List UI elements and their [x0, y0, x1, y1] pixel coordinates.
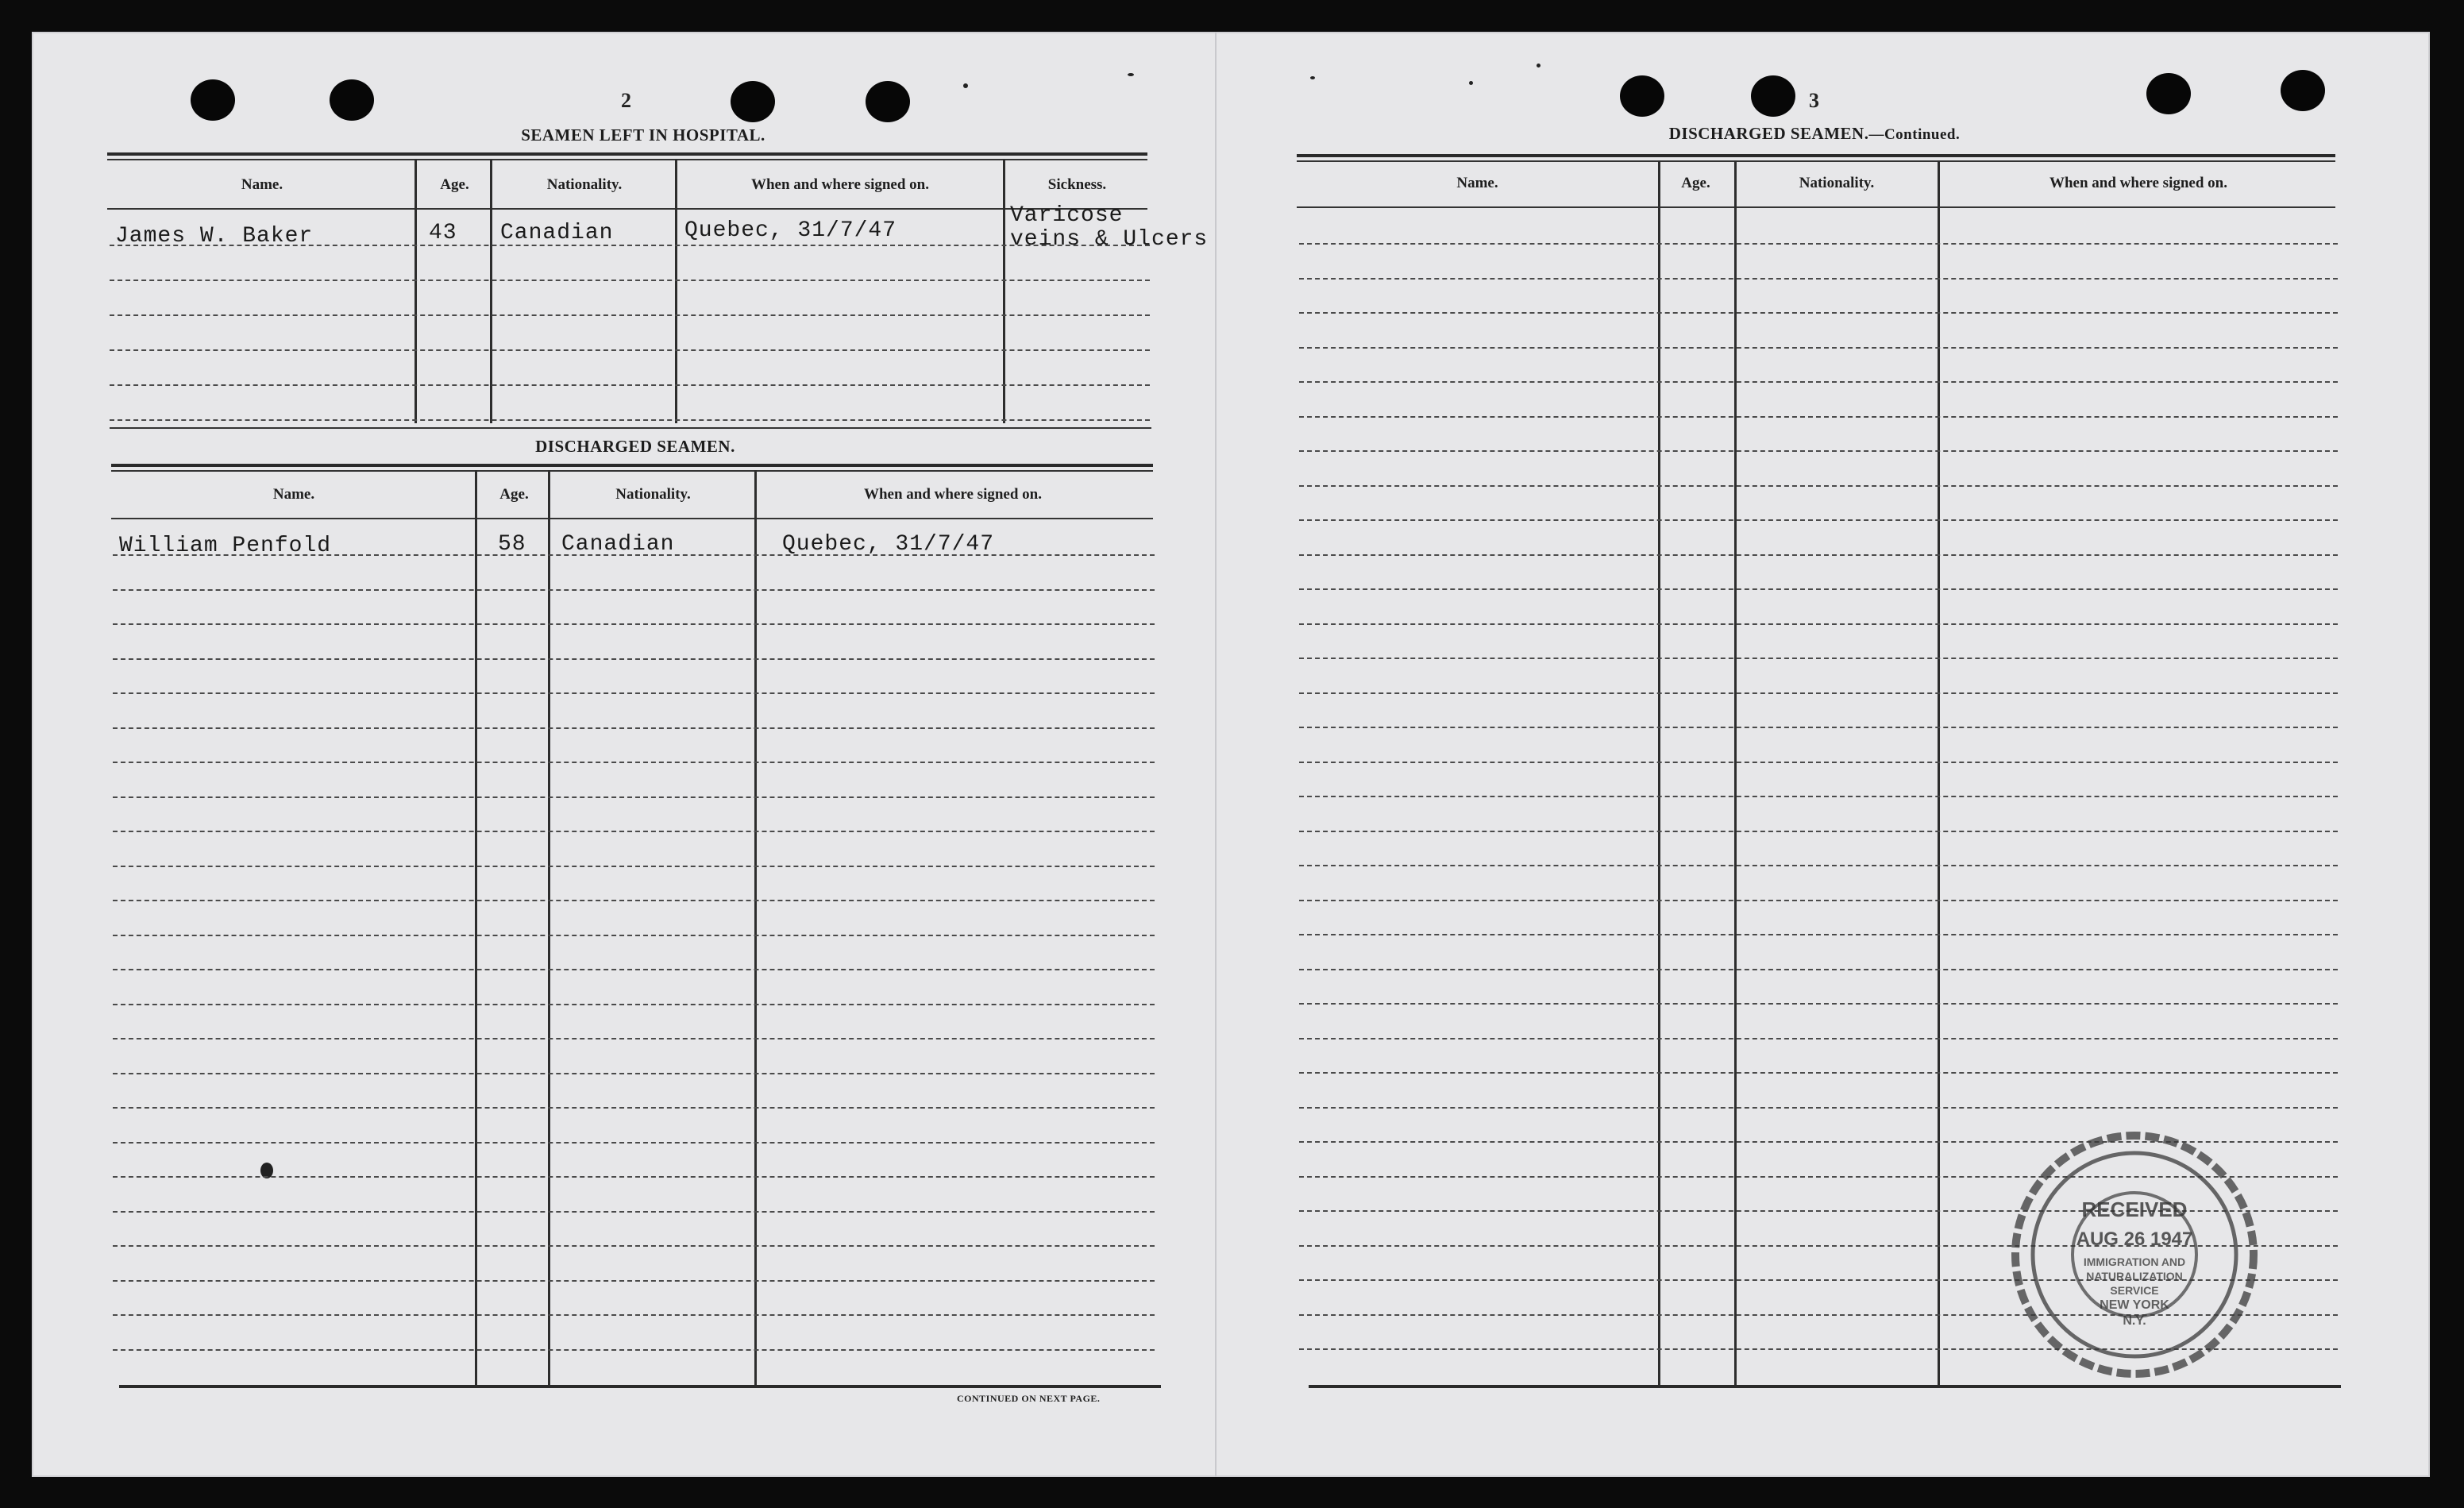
row-line	[1299, 278, 2338, 280]
received-stamp	[2007, 1128, 2262, 1382]
table-top-rule	[107, 159, 1147, 160]
row-line	[1299, 865, 2338, 866]
punch-hole	[191, 79, 235, 121]
row-line	[113, 692, 1155, 694]
speck	[1469, 81, 1473, 85]
hospital-seaman-age: 43	[429, 221, 457, 245]
col-head-nationality: Nationality.	[1799, 175, 1875, 191]
row-line	[113, 1245, 1155, 1247]
speck	[1128, 73, 1134, 76]
row-line	[113, 796, 1155, 798]
page-fold	[1215, 32, 1217, 1477]
row-line	[1299, 450, 2338, 452]
hospital-seaman-name: James W. Baker	[115, 224, 314, 249]
table-bottom-rule	[119, 1385, 1161, 1388]
hospital-seaman-sickness-line1: Varicose	[1010, 203, 1124, 228]
discharged-section-title: DISCHARGED SEAMEN.	[535, 437, 735, 456]
column-divider	[1734, 160, 1737, 1386]
stamp-line-6: NEW YORK	[2100, 1298, 2169, 1312]
col-head-age: Age.	[499, 486, 529, 503]
stamp-line-7: N.Y.	[2123, 1314, 2146, 1328]
row-line	[1299, 1107, 2338, 1109]
row-line	[1299, 796, 2338, 797]
discharged-seaman-signed-on: Quebec, 31/7/47	[782, 532, 995, 557]
col-head-nationality: Nationality.	[546, 176, 623, 193]
row-line	[113, 1349, 1155, 1351]
punch-hole	[330, 79, 374, 121]
row-line	[113, 1211, 1155, 1213]
col-head-age: Age.	[1681, 175, 1710, 191]
header-underline	[107, 208, 1147, 210]
table-bottom-rule	[1309, 1385, 2341, 1388]
row-line	[1299, 347, 2338, 349]
hospital-seaman-signed-on: Quebec, 31/7/47	[684, 218, 897, 243]
row-line	[1299, 243, 2338, 245]
row-line	[1299, 381, 2338, 383]
header-underline	[111, 518, 1153, 519]
table-top-rule	[111, 470, 1153, 472]
section-separator	[110, 427, 1151, 429]
row-line	[1299, 312, 2338, 314]
discharged-seaman-age: 58	[498, 532, 526, 557]
hospital-seaman-nationality: Canadian	[500, 221, 614, 245]
row-line	[113, 1176, 1155, 1178]
row-line	[1299, 588, 2338, 590]
col-head-sickness: Sickness.	[1047, 176, 1107, 193]
discharged-continued-title-main: DISCHARGED SEAMEN.	[1668, 124, 1869, 143]
punch-hole	[2146, 73, 2191, 114]
col-head-age: Age.	[440, 176, 469, 193]
row-line	[113, 935, 1155, 936]
row-line	[1299, 1072, 2338, 1074]
row-line	[113, 762, 1155, 763]
stamp-line-5: SERVICE	[2110, 1284, 2159, 1297]
column-divider	[754, 470, 757, 1387]
table-top-rule	[111, 464, 1153, 467]
discharged-continued-title-suffix: —Continued.	[1868, 126, 1961, 143]
row-line	[110, 384, 1150, 386]
row-line	[1299, 1038, 2338, 1039]
col-head-name: Name.	[1456, 175, 1498, 191]
speck	[1537, 64, 1540, 67]
row-line	[113, 1280, 1155, 1282]
discharged-continued-title	[1588, 124, 2041, 144]
row-line	[110, 349, 1150, 351]
punch-hole	[731, 81, 775, 122]
column-divider	[1938, 160, 1940, 1386]
col-head-name: Name.	[272, 486, 315, 503]
row-line	[1299, 692, 2338, 694]
column-divider	[548, 470, 550, 1387]
table-top-rule	[1297, 154, 2335, 157]
row-line	[1299, 969, 2338, 970]
punch-hole	[1620, 75, 1664, 117]
row-line	[1299, 1003, 2338, 1005]
row-line	[113, 1107, 1155, 1109]
row-line	[1299, 831, 2338, 832]
row-line	[110, 419, 1150, 421]
page-number-right: 3	[1809, 89, 1819, 112]
header-underline	[1297, 206, 2335, 208]
stamp-received-text: RECEIVED	[2081, 1198, 2188, 1221]
row-line	[113, 969, 1155, 970]
row-line	[113, 1038, 1155, 1039]
hospital-seaman-sickness-line2: veins & Ulcers	[1010, 227, 1209, 252]
row-line	[113, 1142, 1155, 1144]
continued-note: CONTINUED ON NEXT PAGE.	[957, 1393, 1101, 1404]
row-line	[1299, 727, 2338, 728]
row-line	[113, 727, 1155, 729]
table-top-rule	[1297, 160, 2335, 162]
col-head-signed-on: When and where signed on.	[750, 176, 929, 193]
row-line	[1299, 623, 2338, 625]
row-line	[113, 658, 1155, 660]
column-divider	[475, 470, 477, 1387]
stamp-line-3: IMMIGRATION AND	[2083, 1255, 2186, 1268]
row-line	[113, 1314, 1155, 1316]
discharged-seaman-nationality: Canadian	[561, 532, 675, 557]
col-head-signed-on: When and where signed on.	[2049, 175, 2227, 191]
page-number-left: 2	[621, 89, 631, 112]
punch-hole	[866, 81, 910, 122]
row-line	[113, 589, 1155, 591]
col-head-signed-on: When and where signed on.	[863, 486, 1042, 503]
column-divider	[1658, 160, 1660, 1386]
stamp-line-4: NATURALIZATION	[2086, 1270, 2183, 1282]
row-line	[113, 1073, 1155, 1074]
row-line	[1299, 554, 2338, 556]
stamp-date: AUG 26 1947	[2076, 1228, 2193, 1250]
discharged-seaman-name: William Penfold	[119, 534, 332, 558]
table-top-rule	[107, 152, 1147, 156]
col-head-name: Name.	[241, 176, 283, 193]
row-line	[1299, 416, 2338, 418]
row-line	[1299, 762, 2338, 763]
row-line	[1299, 900, 2338, 901]
row-line	[113, 866, 1155, 867]
row-line	[113, 831, 1155, 832]
row-line	[110, 314, 1150, 316]
punch-hole	[1751, 75, 1795, 117]
row-line	[1299, 485, 2338, 487]
row-line	[1299, 934, 2338, 935]
col-head-nationality: Nationality.	[615, 486, 691, 503]
speck	[1310, 76, 1315, 79]
received-stamp-graphic	[2007, 1128, 2262, 1382]
row-line	[113, 623, 1155, 625]
speck	[963, 83, 968, 88]
punch-hole	[2281, 70, 2325, 111]
row-line	[1299, 519, 2338, 521]
row-line	[113, 1004, 1155, 1005]
hospital-section-title: SEAMEN LEFT IN HOSPITAL.	[521, 125, 765, 145]
row-line	[113, 900, 1155, 901]
row-line	[110, 280, 1150, 281]
row-line	[1299, 658, 2338, 659]
